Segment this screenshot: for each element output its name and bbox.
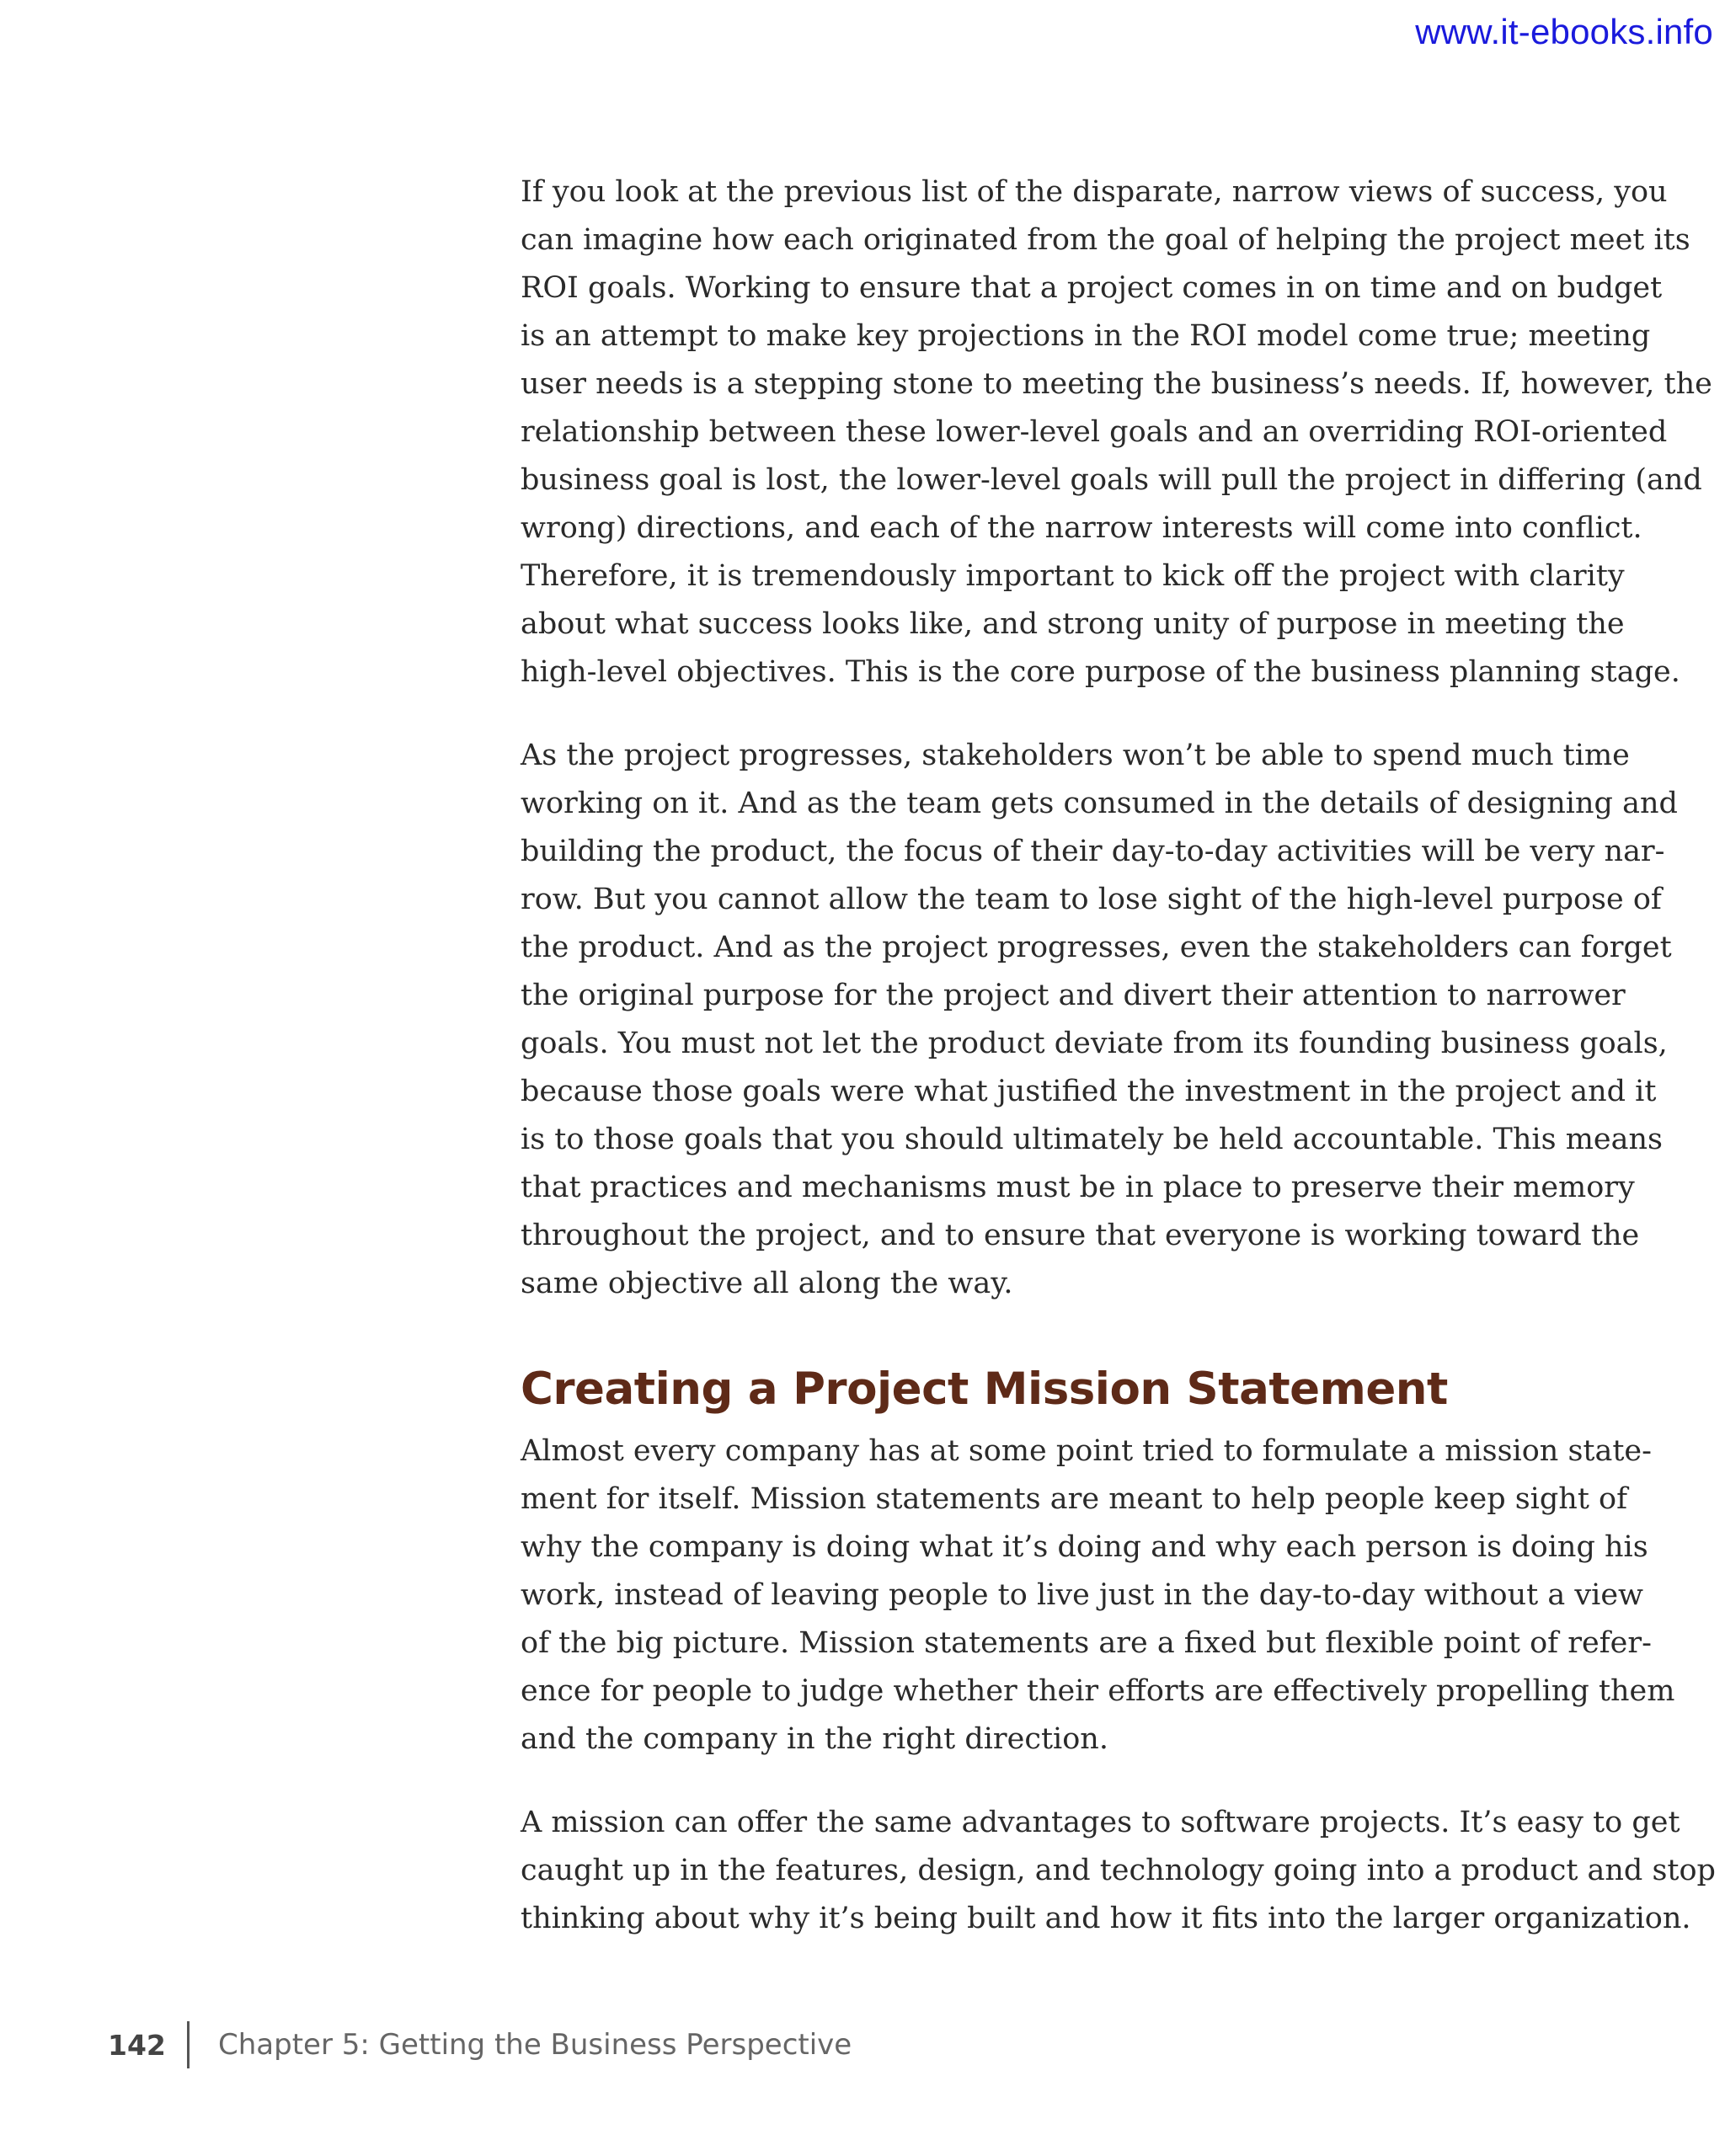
text-line: Almost every company has at some point tried to formulate a mission state- <box>521 1434 1652 1468</box>
text-line: row. But you cannot allow the team to lose sight of the high-level purpose of <box>521 883 1662 916</box>
text-line: business goal is lost, the lower-level goals will pull the project in differing (and <box>521 463 1702 497</box>
text-line: is an attempt to make key projections in the ROI model come true; meeting <box>521 319 1651 353</box>
footer-divider <box>187 2021 190 2068</box>
text-line: and the company in the right direction. <box>521 1722 1108 1756</box>
text-line: throughout the project, and to ensure that everyone is working toward the <box>521 1219 1640 1252</box>
watermark-link[interactable]: www.it-ebooks.info <box>1415 12 1713 51</box>
text-line: that practices and mechanisms must be in place to preserve their memory <box>521 1171 1635 1204</box>
text-line: the original purpose for the project and divert their attention to narrower <box>521 979 1626 1012</box>
text-line: wrong) directions, and each of the narrow interests will come into conflict. <box>521 511 1642 545</box>
text-line: because those goals were what justified the investment in the project and it <box>521 1075 1657 1108</box>
text-line: ment for itself. Mission statements are meant to help people keep sight of <box>521 1482 1628 1516</box>
page-content <box>521 168 1716 1943</box>
text-line: ROI goals. Working to ensure that a project comes in on time and on budget <box>521 271 1663 305</box>
paragraph-4 <box>521 1799 1716 1943</box>
footer-chapter-title: Chapter 5: Getting the Business Perspective <box>218 2028 852 2062</box>
text-line: Therefore, it is tremendously important to kick off the project with clarity <box>521 559 1625 593</box>
text-line: goals. You must not let the product deviate from its founding business goals, <box>521 1027 1668 1060</box>
text-line: about what success looks like, and strong unity of purpose in meeting the <box>521 607 1625 641</box>
text-line: is to those goals that you should ultimately be held accountable. This means <box>521 1123 1663 1156</box>
page-footer <box>108 2020 852 2070</box>
text-line: user needs is a stepping stone to meeting the business’s needs. If, however, the <box>521 367 1712 401</box>
text-line: ence for people to judge whether their efforts are effectively propelling them <box>521 1674 1675 1708</box>
text-line: working on it. And as the team gets consumed in the details of designing and <box>521 787 1678 820</box>
text-line: A mission can offer the same advantages to software projects. It’s easy to get <box>521 1806 1680 1839</box>
text-line: As the project progresses, stakeholders won’t be able to spend much time <box>521 739 1630 772</box>
text-line: thinking about why it’s being built and how it fits into the larger organization. <box>521 1902 1691 1935</box>
page-number: 142 <box>108 2028 166 2062</box>
text-line: high-level objectives. This is the core purpose of the business planning stage. <box>521 655 1680 689</box>
text-line: building the product, the focus of their day-to-day activities will be very nar- <box>521 835 1665 868</box>
paragraph-3 <box>521 1428 1675 1764</box>
paragraph-1 <box>521 168 1712 696</box>
section-heading: Creating a Project Mission Statement <box>521 1364 1448 1415</box>
text-line: If you look at the previous list of the disparate, narrow views of success, you <box>521 175 1668 209</box>
text-line: why the company is doing what it’s doing and why each person is doing his <box>521 1530 1648 1564</box>
text-line: can imagine how each originated from the goal of helping the project meet its <box>521 223 1690 257</box>
text-line: relationship between these lower-level goals and an overriding ROI-oriented <box>521 415 1668 449</box>
text-line: same objective all along the way. <box>521 1267 1013 1300</box>
text-line: of the big picture. Mission statements are a fixed but flexible point of refer- <box>521 1626 1652 1660</box>
text-line: the product. And as the project progresses, even the stakeholders can forget <box>521 931 1672 964</box>
text-line: caught up in the features, design, and technology going into a product and stop <box>521 1854 1716 1887</box>
paragraph-2 <box>521 732 1678 1308</box>
text-line: work, instead of leaving people to live just in the day-to-day without a view <box>521 1578 1643 1612</box>
